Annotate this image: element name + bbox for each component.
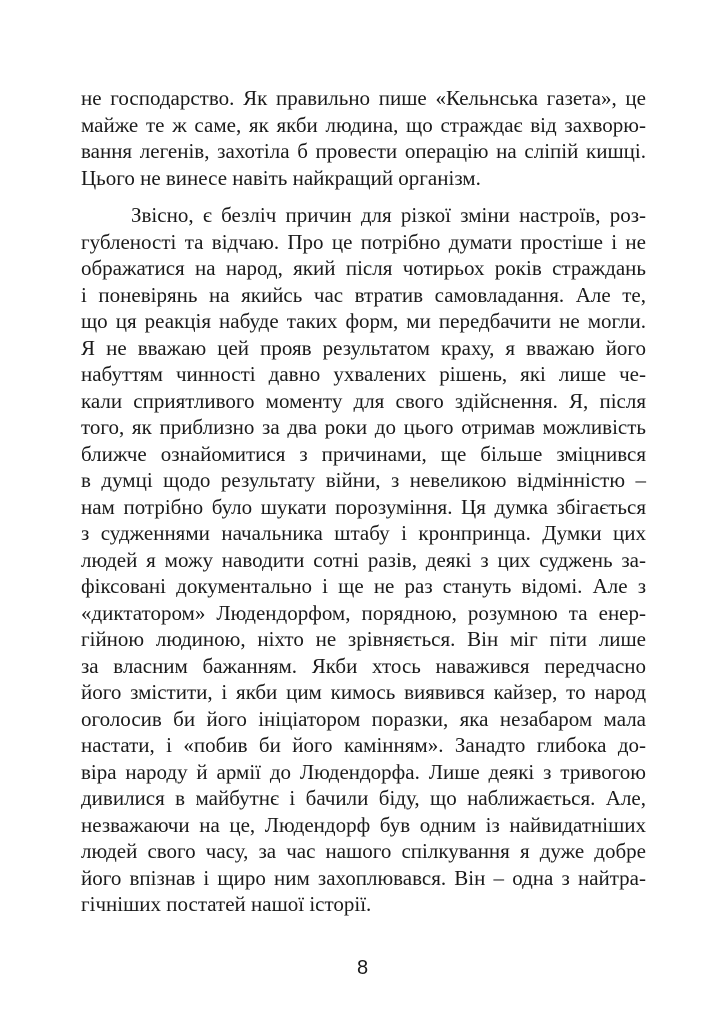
text-line: Цього не винесе навіть найкращий організм. [81, 165, 481, 190]
text-line: вання легенів, захотіла б провести операцію на сліпій кишці. [81, 139, 646, 163]
text-line: Я не вважаю цей прояв результатом краху, я вважаю його [81, 335, 646, 360]
text-line: віра народу й армії до Людендорфа. Лише деякі з тривогою [81, 759, 646, 784]
text-line: «диктатором» Людендорфом, порядною, розумною та енер- [81, 600, 646, 625]
text-line: людей я можу наводити сотні разів, деякі з цих суджень за- [81, 547, 646, 572]
page-number: 8 [356, 957, 369, 979]
paragraph-1 [81, 85, 646, 191]
text-line: губленості та відчаю. Про це потрібно думати простіше і не [81, 229, 646, 254]
text-line: ображатися на народ, який після чотирьох років страждань [81, 256, 646, 280]
text-line: що ця реакція набуде таких форм, ми передбачити не могли. [81, 309, 646, 333]
text-line: настати, і «побив би його камінням». Занадто глибока до- [81, 733, 646, 757]
text-line: того, як приблизно за два роки до цього отримав можливість [81, 415, 646, 439]
text-line: з судженнями начальника штабу і кронпринца. Думки цих [81, 521, 646, 545]
text-line: за власним бажанням. Якби хтось наважився передчасно [81, 653, 646, 678]
text-line: його змістити, і якби цим кимось виявився кайзер, то народ [81, 680, 646, 704]
text-line: оголосив би його ініціатором поразки, яка незабаром мала [81, 706, 646, 731]
text-line: його впізнав і щиро ним захоплювався. Він – одна з найтра- [81, 865, 646, 890]
text-line: гічніших постатей нашої історії. [81, 892, 372, 916]
text-line: фіксовані документально і ще не раз стануть відомі. Але з [81, 574, 646, 598]
text-line: людей свого часу, за час нашого спілкування я дуже добре [81, 839, 646, 863]
text-line: незважаючи на це, Людендорф був одним із найвидатніших [81, 812, 646, 837]
text-line: гійною людиною, ніхто не зрівняється. Він міг піти лише [81, 627, 646, 651]
text-line: в думці щодо результату війни, з невеликою відмінністю – [81, 468, 646, 492]
text-line: дивилися в майбутнє і бачили біду, що наближається. Але, [81, 786, 646, 810]
text-line: набуттям чинності давно ухвалених рішень, які лише че- [81, 362, 646, 386]
text-line: Звісно, є безліч причин для різкої зміни настроїв, роз- [131, 203, 646, 227]
text-line: нам потрібно було шукати порозуміння. Ця думка збігається [81, 494, 646, 519]
text-line: і поневірянь на якийсь час втратив самовладання. Але те, [81, 282, 646, 307]
paragraph-2 [81, 202, 646, 918]
text-line: майже те ж саме, як якби людина, що страждає від захворю- [81, 112, 646, 137]
text-line: кали сприятливого моменту для свого здійснення. Я, після [81, 388, 646, 413]
text-line: ближче ознайомитися з причинами, ще більше зміцнився [81, 441, 646, 466]
text-line: не господарство. Як правильно пише «Кельнська газета», це [81, 86, 646, 110]
